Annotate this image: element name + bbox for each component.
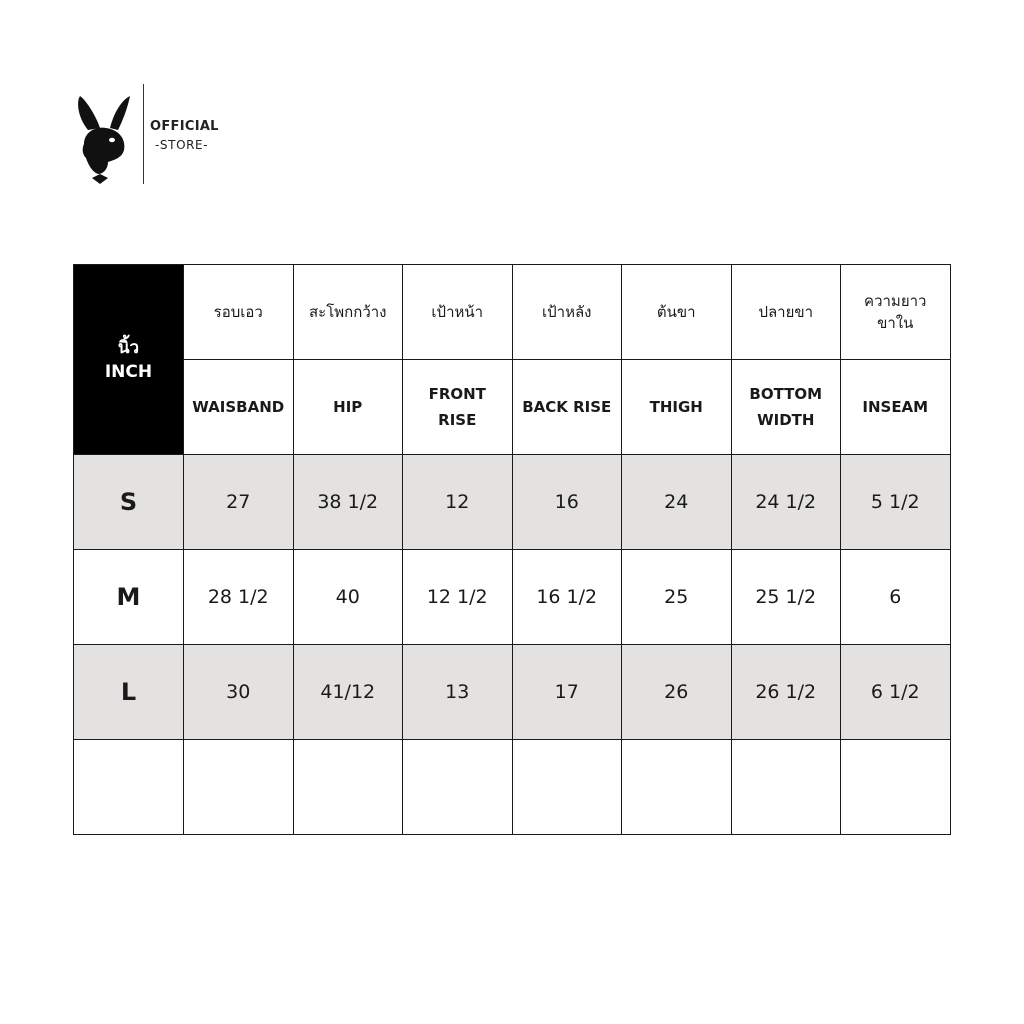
unit-en: INCH — [104, 361, 153, 382]
header-thai-row — [74, 265, 951, 360]
table-row — [74, 645, 951, 740]
table-cell: 6 1/2 — [841, 645, 951, 740]
size-label — [74, 740, 184, 835]
table-cell: 24 1/2 — [731, 455, 841, 550]
store-text: -STORE- — [155, 138, 209, 152]
table-cell: 41/12 — [293, 645, 403, 740]
table-cell: 5 1/2 — [841, 455, 951, 550]
table-cell — [841, 740, 951, 835]
col-header-en: FRONT RISE — [403, 360, 513, 455]
col-header-thai: เป้าหลัง — [512, 265, 622, 360]
table-cell: 25 — [622, 550, 732, 645]
table-cell: 13 — [403, 645, 513, 740]
official-text: OFFICIAL — [150, 119, 219, 134]
header-en-row — [74, 360, 951, 455]
col-header-thai: สะโพกกว้าง — [293, 265, 403, 360]
col-header-thai: เป้าหน้า — [403, 265, 513, 360]
table-cell: 6 — [841, 550, 951, 645]
table-cell: 16 — [512, 455, 622, 550]
table-cell: 38 1/2 — [293, 455, 403, 550]
col-header-thai: ความยาว ขาใน — [841, 265, 951, 360]
unit-header — [74, 265, 184, 455]
table-cell — [293, 740, 403, 835]
size-label: M — [74, 550, 184, 645]
table-cell — [403, 740, 513, 835]
col-header-en: WAISBAND — [184, 360, 294, 455]
official-store-label — [150, 118, 219, 154]
size-label: L — [74, 645, 184, 740]
table-cell: 30 — [184, 645, 294, 740]
table-cell: 25 1/2 — [731, 550, 841, 645]
table-row — [74, 455, 951, 550]
col-header-thai: รอบเอว — [184, 265, 294, 360]
col-header-en: INSEAM — [841, 360, 951, 455]
table-cell: 26 — [622, 645, 732, 740]
table-cell — [622, 740, 732, 835]
table-cell: 17 — [512, 645, 622, 740]
table-row — [74, 740, 951, 835]
col-header-thai: ปลายขา — [731, 265, 841, 360]
table-cell: 28 1/2 — [184, 550, 294, 645]
size-chart-table — [73, 264, 951, 835]
logo-divider — [143, 84, 144, 184]
table-cell: 16 1/2 — [512, 550, 622, 645]
col-header-en: THIGH — [622, 360, 732, 455]
col-header-en: BOTTOM WIDTH — [731, 360, 841, 455]
bunny-head-icon — [74, 88, 146, 188]
table-cell — [184, 740, 294, 835]
table-cell: 12 — [403, 455, 513, 550]
table-cell — [512, 740, 622, 835]
col-header-en: BACK RISE — [512, 360, 622, 455]
col-header-en: HIP — [293, 360, 403, 455]
table-cell: 26 1/2 — [731, 645, 841, 740]
col-header-thai: ต้นขา — [622, 265, 732, 360]
table-cell: 24 — [622, 455, 732, 550]
table-cell — [731, 740, 841, 835]
size-label: S — [74, 455, 184, 550]
table-row — [74, 550, 951, 645]
table-cell: 12 1/2 — [403, 550, 513, 645]
table-cell: 40 — [293, 550, 403, 645]
unit-thai: นิ้ว — [117, 337, 140, 358]
table-cell: 27 — [184, 455, 294, 550]
